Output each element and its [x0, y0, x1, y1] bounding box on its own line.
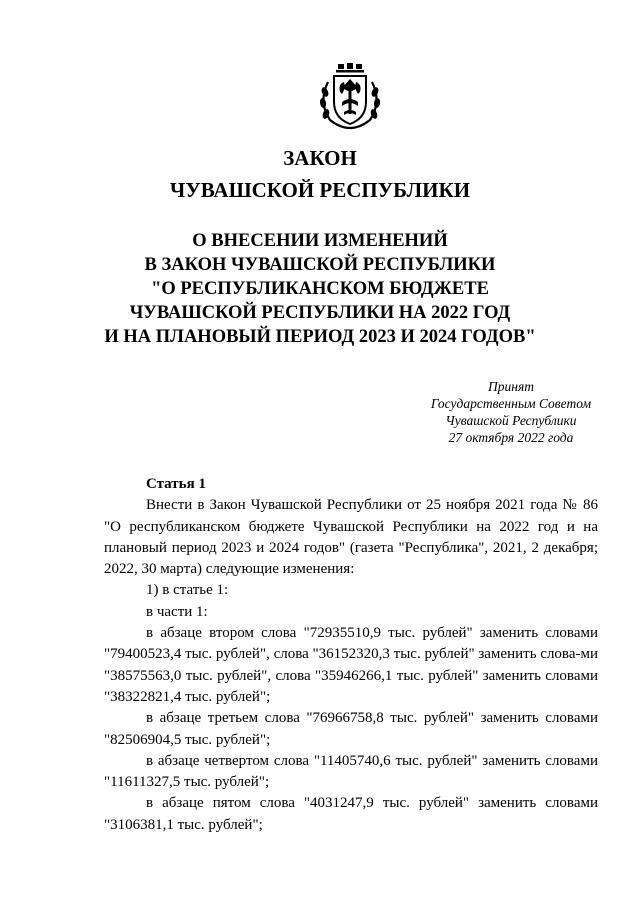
- article-intro: Внести в Закон Чувашской Республики от 25 ноября 2021 года № 86 "О республиканском бюджете Чувашской Республики на 2022 год и на плановый период 2023 и 2024 годов" (газета "Республика", 2021, 2 декабря; 2022, 30 марта) следующие изменения:: [104, 497, 598, 578]
- subtitle-line: И НА ПЛАНОВЫЙ ПЕРИОД 2023 И 2024 ГОДОВ": [104, 327, 536, 347]
- article-heading: Статья 1: [146, 476, 206, 492]
- law-subtitle: [60, 229, 580, 349]
- adoption-line: Принят: [488, 379, 534, 394]
- article-paragraph: в абзаце третьем слова "76966758,8 тыс. рублей" заменить словами "82506904,5 тыс. рублей";: [104, 710, 598, 748]
- adoption-date: 27 октября 2022 года: [448, 430, 574, 445]
- subtitle-line: "О РЕСПУБЛИКАНСКОМ БЮДЖЕТЕ: [151, 279, 489, 299]
- subtitle-line: ЧУВАШСКОЙ РЕСПУБЛИКИ НА 2022 ГОД: [129, 303, 511, 323]
- article-item: 1) в статье 1:: [146, 582, 229, 599]
- chuvash-emblem-icon: [314, 62, 386, 132]
- article-paragraph: в абзаце втором слова "72935510,9 тыс. рублей" заменить словами "79400523,4 тыс. рублей", слова "36152320,3 тыс. рублей" заменить слова-ми "38575563,0 тыс. рублей", слова "35946266,1 тыс. рублей" заменить словами "38322821,4 тыс. рублей";: [104, 625, 598, 705]
- subtitle-line: О ВНЕСЕНИИ ИЗМЕНЕНИЙ: [192, 231, 448, 251]
- article-paragraph: в абзаце четвертом слова "11405740,6 тыс. рублей" заменить словами "11611327,5 тыс. рублей";: [104, 752, 598, 791]
- subtitle-line: В ЗАКОН ЧУВАШСКОЙ РЕСПУБЛИКИ: [144, 255, 496, 275]
- law-title: ЗАКОН: [283, 146, 357, 170]
- adoption-line: Государственным Советом: [430, 396, 592, 411]
- article-body: [104, 474, 598, 836]
- article-paragraph: в абзаце пятом слова "4031247,9 тыс. рублей" заменить словами "3106381,1 тыс. рублей";: [104, 795, 598, 833]
- republic-title: ЧУВАШСКОЙ РЕСПУБЛИКИ: [169, 178, 471, 202]
- article-part: в части 1:: [146, 603, 208, 620]
- adoption-line: Чувашской Республики: [445, 413, 577, 428]
- adoption-note: [400, 378, 622, 446]
